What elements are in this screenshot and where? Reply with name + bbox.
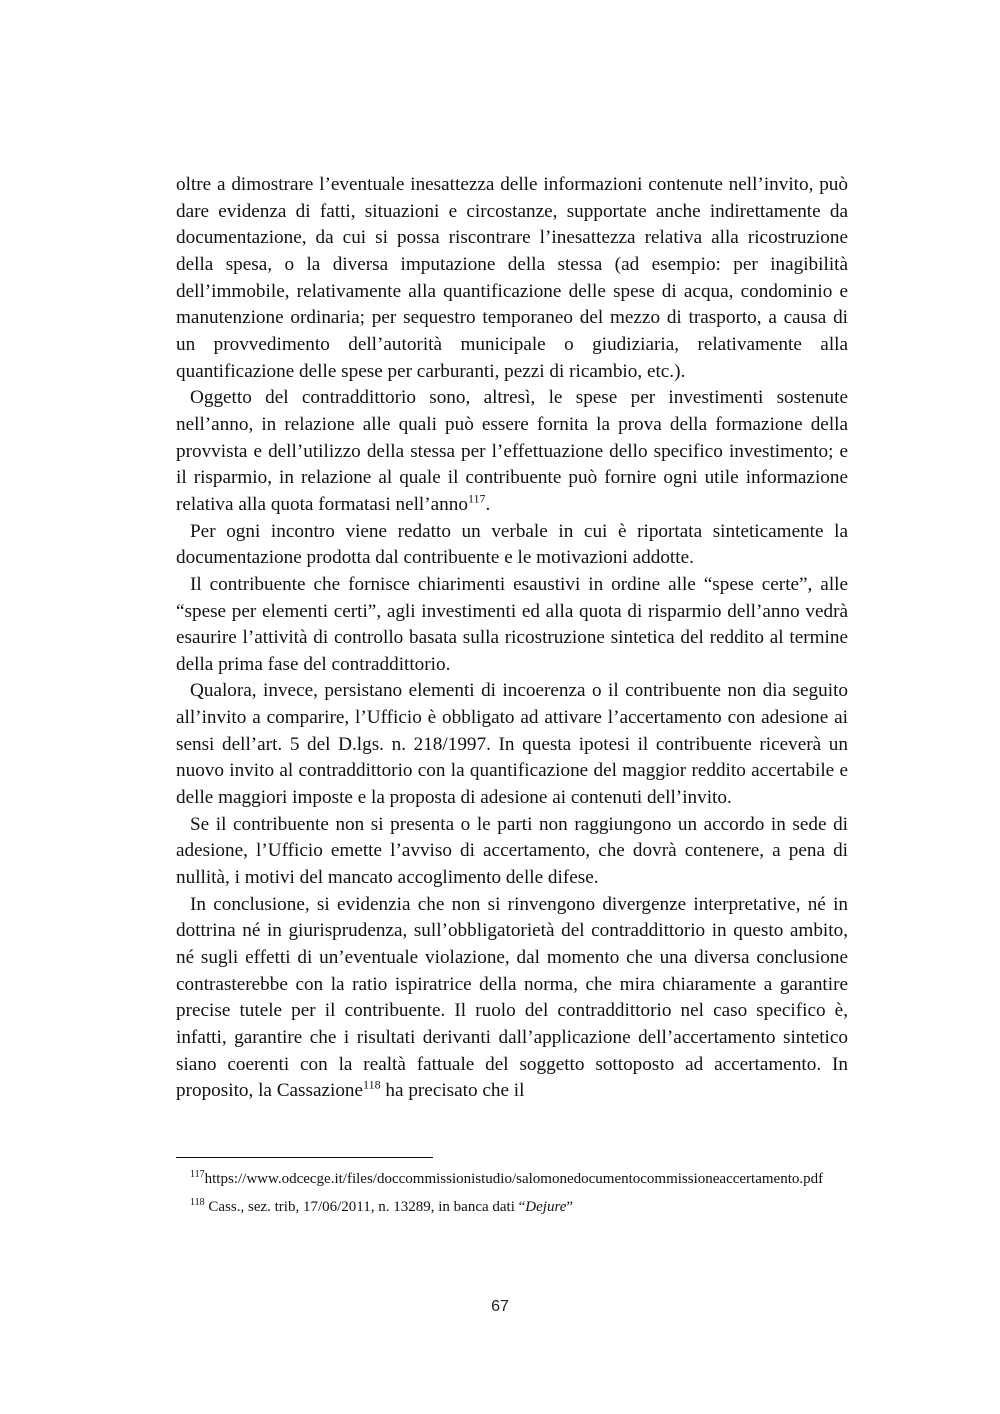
paragraph-5: Qualora, invece, persistano elementi di incoerenza o il contribuente non dia seguito all’invito a comparire, l’Ufficio è obbligato ad attivare l’accertamento con adesione ai sensi dell’art. 5 del D.lgs. n. 218/1997. In questa ipotesi il contribuente riceverà un nuovo invito al contraddittorio con la quantificazione del maggior reddito accertabile e delle maggiori imposte e la proposta di adesione ai contenuti dell’invito. [176, 680, 848, 809]
footnote-118: $^{118}$ Cass., sez. trib, 17/06/2011, n. 13289, in banca dati “Dejure” [190, 1197, 574, 1215]
footnotes [176, 1167, 848, 1223]
footnote-117 [176, 1167, 848, 1191]
paragraph-7: In conclusione, si evidenzia che non si rinvengono divergenze interpretative, né in dottrina né in giurisprudenza, sull’obbligatorietà del contraddittorio in questo ambito, né sugli effetti di un’eventuale violazione, dal momento che una diversa conclusione contrasterebbe con la ratio ispiratrice della norma, che mira chiaramente a garantire precise tutele per il contribuente. Il ruolo del contraddittorio nel caso specifico è, infatti, garantire che i risultati derivanti dall’applicazione dell’accertamento sintetico siano coerenti con la realtà fattuale del soggetto sottoposto ad accertamento. In proposito, la Cassazione$^{118}$ ha precisato che il [176, 893, 848, 1102]
paragraph-3: Per ogni incontro viene redatto un verbale in cui è riportata sinteticamente la documentazione prodotta dal contribuente e le motivazioni addotte. [176, 520, 848, 569]
footnote-link[interactable]: https://www.odcecge.it/files/doccommissionistudio/salomonedocumentocommissioneaccertamento.pdf [204, 1171, 824, 1187]
paragraph-2: Oggetto del contraddittorio sono, altresì, le spese per investimenti sostenute nell’anno, in relazione alle quali può essere fornita la prova della formazione della provvista e dell’utilizzo della stessa per l’effettuazione dello specifico investimento; e il risparmio, in relazione al quale il contribuente può fornire ogni utile informazione relativa alla quota formatasi nell’anno$^{117}$. [176, 387, 848, 515]
footnote-ref-117[interactable]: 117 [467, 491, 486, 506]
paragraph-1: oltre a dimostrare l’eventuale inesattezza delle informazioni contenute nell’invito, può dare evidenza di fatti, situazioni e circostanze, supportate anche indirettamente da documentazione, da cui si possa riscontrare l’inesattezza relativa alla ricostruzione della spesa, o la diversa imputazione della stessa (ad esempio: per inagibilità dell’immobile, relativamente alla quantificazione delle spese di acqua, condominio e manutenzione ordinaria; per sequestro temporaneo del mezzo di trasporto, a causa di un provvedimento dell’autorità municipale o giudiziaria, relativamente alla quantificazione delle spese per carburanti, pezzi di ricambio, etc.). [176, 174, 848, 382]
paragraph-6: Se il contribuente non si presenta o le parti non raggiungono un accordo in sede di adesione, l’Ufficio emette l’avviso di accertamento, che dovrà contenere, a pena di nullità, i motivi del mancato accoglimento delle difese. [176, 813, 848, 889]
footnote-mark-117: 117 [190, 1169, 205, 1180]
paragraph-4: Il contribuente che fornisce chiarimenti esaustivi in ordine alle “spese certe”, alle “spese per elementi certi”, agli investimenti ed alla quota di risparmio dell’anno vedrà esaurire l’attività di controllo basata sulla ricostruzione sintetica del reddito al termine della prima fase del contraddittorio. [176, 573, 848, 675]
body-text [176, 172, 848, 1105]
footnote-ref-118[interactable]: 118 [363, 1077, 381, 1092]
page-number: 67 [491, 1298, 509, 1315]
footnote-mark-118: 118 [190, 1197, 205, 1208]
database-name: Dejure [525, 1199, 567, 1215]
footnote-separator [176, 1157, 433, 1158]
